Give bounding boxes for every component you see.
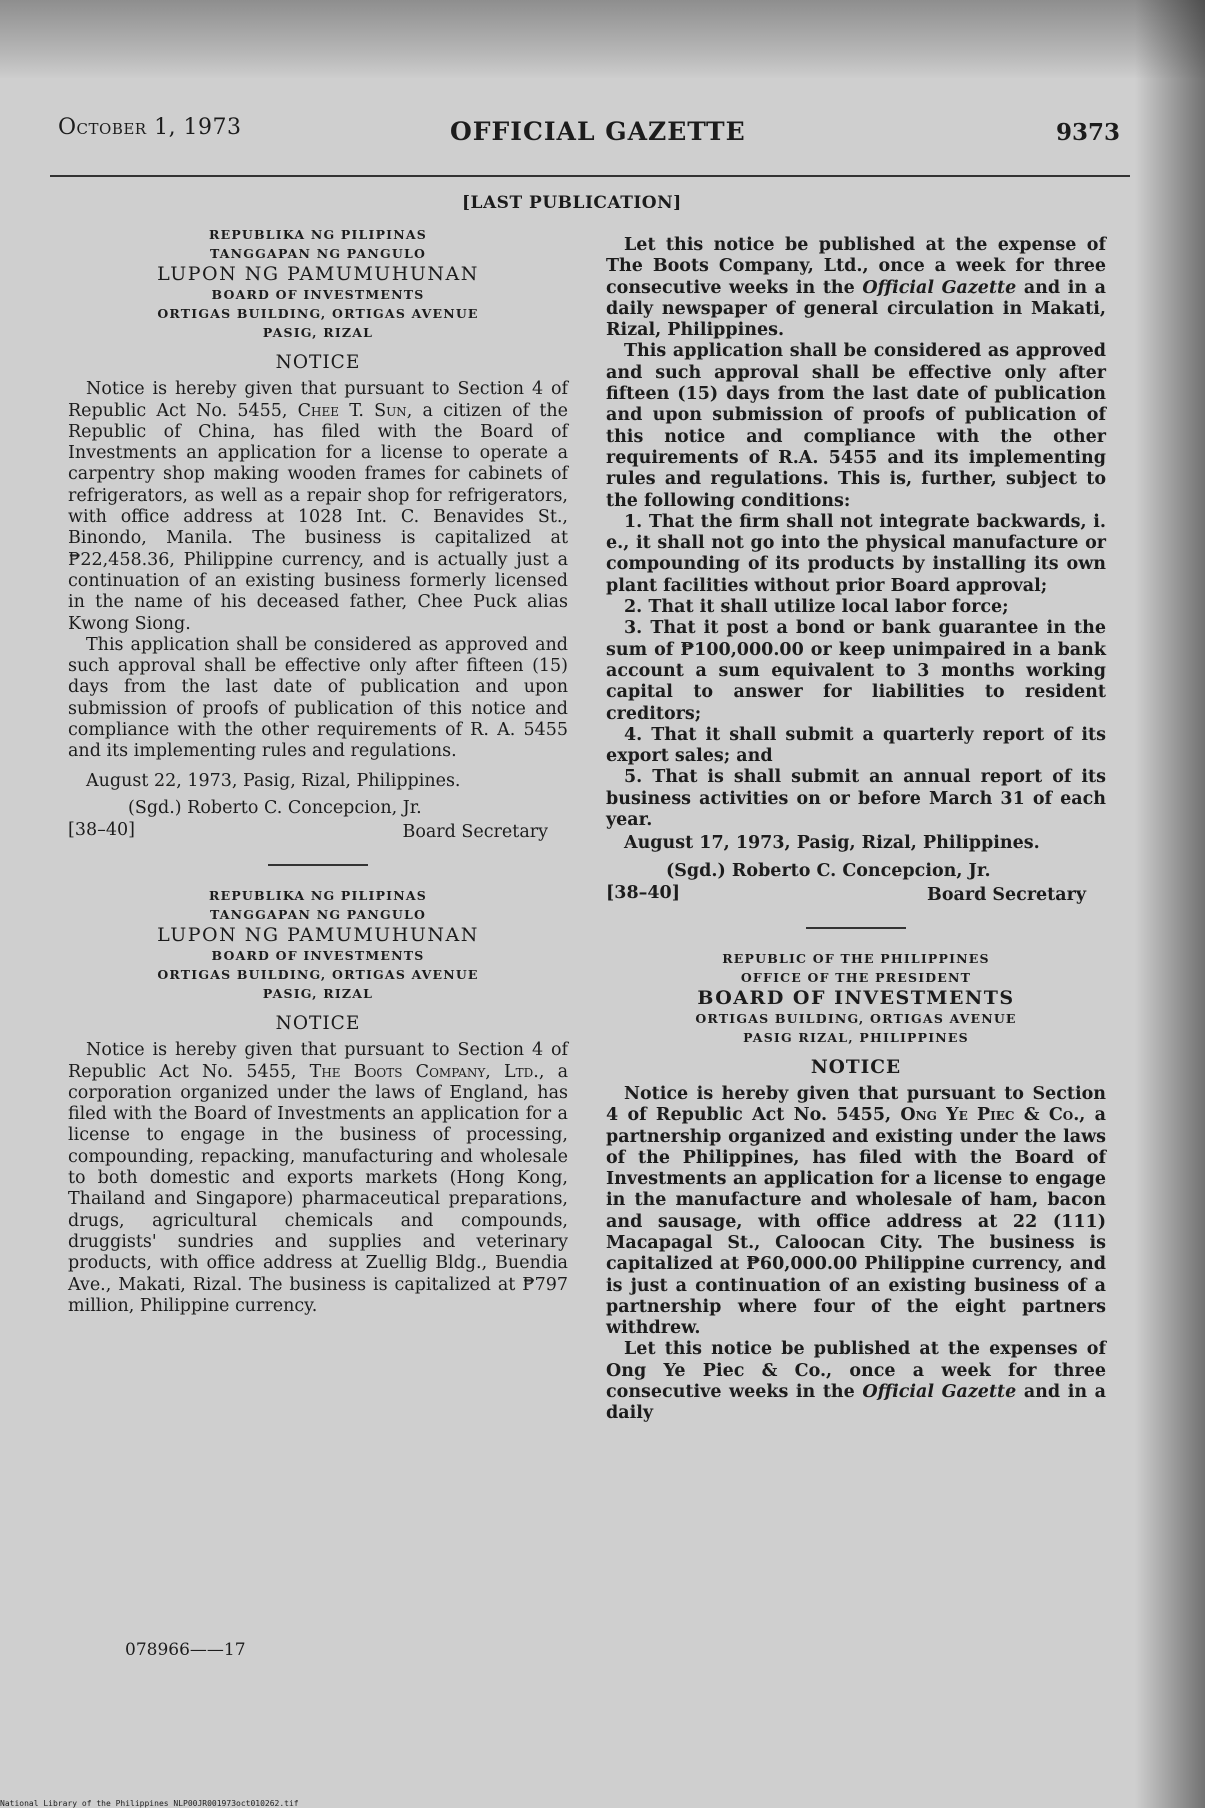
text-run: Notice is hereby given that pursuant to Section 4 of Republic Act No. 5455, [68,1040,568,1082]
condition-item: 4. That it shall submit a quarterly report of its export sales; and [606,724,1106,767]
right-column [606,235,1106,1425]
date-place: August 22, 1973, Pasig, Rizal, Philippines. [86,770,461,791]
notice-boots-company [68,886,568,1317]
paragraph [606,1084,1106,1340]
text-run: , a citizen of the Republic of China, has filed with the Board of Investments an application for a license to operate a carpentry shop making wooden frames for cabinets of refrigerators, as well as a repair shop for refrigerators, with office address at 1028 Int. C. Benavides St., Binondo, Manila. The business is capitalized at ₱22,458.36, Philippine currency, and is actually just a continuation of an existing business formerly licensed in the name of his deceased father, Chee Puck alias Kwong Siong. [68,400,569,634]
condition-item: 3. That it post a bond or bank guarantee in the sum of ₱100,000.00 or keep unimpaired in a bank account a sum equivalent to 3 months working capital to answer for liabilities to resident creditors; [606,618,1106,724]
page-header [50,115,1130,155]
footer-code: 078966——17 [125,1640,246,1660]
heading-line: BOARD OF INVESTMENTS [211,947,425,963]
text-run: and in a daily newspaper of general circulation in Makati, Rizal, Philippines. [606,277,1106,341]
heading-line: BOARD OF INVESTMENTS [211,287,425,302]
heading-line: ORTIGAS BUILDING, ORTIGAS AVENUE [695,1010,1017,1026]
heading-line: ORTIGAS BUILDING, ORTIGAS AVENUE [157,966,479,982]
gazette-page [50,85,1150,1775]
header-page-number: 9373 [1055,119,1120,146]
condition-item: 5. That is shall submit an annual report of its business activities on or before March 31 of each year. [606,767,1106,831]
heading-line: PASIG, RIZAL [262,325,374,340]
applicant-name: The Boots Company, Ltd. [309,1061,539,1082]
notice-heading: NOTICE [275,1012,361,1034]
paragraph [606,1339,1106,1424]
gazette-name: Official Gazette [862,1382,1017,1403]
heading-line: BOARD OF INVESTMENTS [697,986,1015,1009]
text-run: Notice is hereby given that pursuant to Section 4 of Republic Act No. 5455, [606,1083,1106,1126]
applicant-name: Ong Ye Piec & Co. [900,1105,1080,1126]
paragraph: This application shall be considered as approved and such approval shall be effective only after fifteen (15) days from the last date of publication and upon submission of proofs of publication of this notice and compliance with the other requirements of R. A. 5455 and its implementing rules and regulations. [68,634,568,762]
signatory: (Sgd.) Roberto C. Concepcion, Jr. [128,797,422,818]
signatory-title: Board Secretary [927,884,1086,905]
condition-item: 2. That it shall utilize local labor force; [624,597,1009,618]
text-run: Notice is hereby given that pursuant to Section 4 of Republic Act No. 5455, [68,379,568,421]
heading-line: TANGGAPAN NG PANGULO [209,906,427,922]
text-run: , a partnership organized and existing under the laws of the Philippines, has filed with the Board of Investments an application for a license to engage in the manufacture and wholesale of ham, bacon and sausage, with office address at 22 (111) Macapagal St., Caloocan City. The business is capitalized at ₱60,000.00 Philippine currency, and is just a continuation of an existing business of a partnership where four of the eight partners withdrew. [606,1105,1106,1339]
heading-line: REPUBLIKA NG PILIPINAS [209,887,427,903]
text-run: Let this notice be published at the expenses of Ong Ye Piec & Co., once a week for three consecutive weeks in the [606,1339,1106,1403]
date-place: August 17, 1973, Pasig, Rizal, Philippines. [624,833,1040,854]
header-rule [50,175,1130,177]
header-title: OFFICIAL GAZETTE [450,117,746,146]
publication-ref: [38–40] [606,882,681,903]
heading-line: ORTIGAS BUILDING, ORTIGAS AVENUE [157,306,479,321]
signature-block [606,861,1106,907]
heading-line: REPUBLIC OF THE PHILIPPINES [722,950,990,966]
signatory-title: Board Secretary [402,821,548,842]
heading-line: LUPON NG PAMUMUHUNAN [157,263,479,285]
text-run: and in a daily [606,1382,1106,1424]
text-run: Let this notice be published at the expense of The Boots Company, Ltd., once a week for three consecutive weeks in the [606,235,1106,298]
notice-heading: NOTICE [275,352,361,373]
paragraph [68,379,568,635]
paragraph [606,235,1106,341]
notice-ong-ye-piec [606,949,1106,1425]
separator-rule [268,864,368,866]
paragraph: This application shall be considered as approved and such approval shall be effective only after fifteen (15) days from the last date of publication and upon submission of proofs of publication of this notice and compliance with the other requirements of R.A. 5455 and its implementing rules and regulations. This is, further, subject to the following conditions: [606,341,1106,511]
header-date: October 1, 1973 [58,115,242,140]
heading-line: PASIG, RIZAL [262,985,374,1001]
text-run: , a corporation organized under the laws of England, has filed with the Board of Investments an application for a license to engage in the business of processing, compounding, repacking, manufacturing and wholesale to both domestic and exports markets (Hong Kong, Thailand and Singapore) pharmaceutical preparations, drugs, agricultural chemicals and compounds, druggists' sundries and supplies and veterinary products, with office address at Zuellig Bldg., Buendia Ave., Makati, Rizal. The business is capitalized at ₱797 million, Philippine currency. [68,1061,568,1316]
notice-heading: NOTICE [810,1056,902,1078]
publication-ref: [38–40] [68,819,135,840]
library-caption: National Library of the Philippines NLP00JR001973oct010262.tif [0,1799,299,1808]
paragraph [68,1040,568,1317]
scan-top-shadow [0,0,1205,78]
heading-line: PASIG RIZAL, PHILIPPINES [743,1029,969,1045]
notice-chee-t-sun [68,225,568,844]
heading-line: OFFICE OF THE PRESIDENT [740,969,972,985]
separator-rule [806,927,906,929]
heading-line: LUPON NG PAMUMUHUNAN [157,923,479,946]
gazette-name: Official Gazette [862,277,1017,298]
signature-block [68,798,568,844]
last-publication-label: [LAST PUBLICATION] [462,193,682,213]
heading-line: TANGGAPAN NG PANGULO [209,246,427,261]
left-column [68,225,568,1317]
applicant-name: Chee T. Sun [297,400,407,421]
condition-item: 1. That the firm shall not integrate backwards, i. e., it shall not go into the physical manufacture or compounding of its products by installing its own plant facilities without prior Board approval; [606,511,1106,596]
heading-line: REPUBLIKA NG PILIPINAS [209,227,427,242]
signatory: (Sgd.) Roberto C. Concepcion, Jr. [666,860,991,881]
